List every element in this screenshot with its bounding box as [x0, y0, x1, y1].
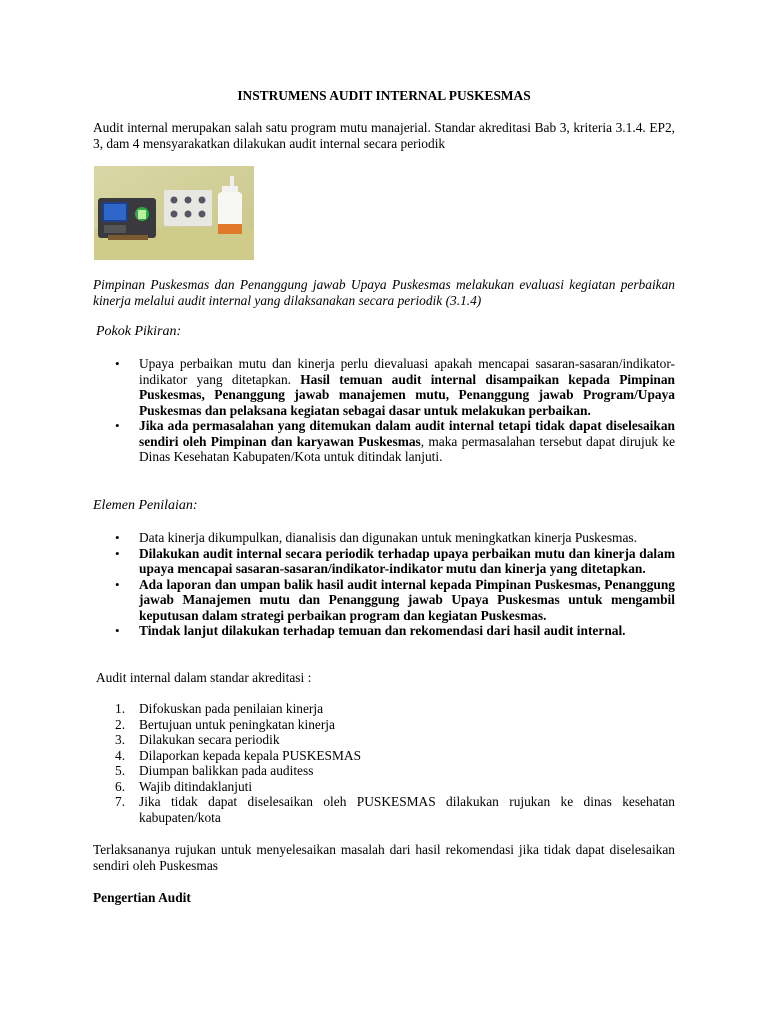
standar-item-text: Bertujuan untuk peningkatan kinerja: [139, 716, 335, 732]
list-item: [93, 577, 675, 624]
intro-paragraph: Audit internal merupakan salah satu program mutu manajerial. Standar akreditasi Bab 3, kriteria 3.1.4. EP2, 3, dam 4 mensyarakatkan dilakukan audit internal secara periodik: [93, 120, 675, 151]
list-item: [93, 779, 675, 795]
elemen-item-4: Tindak lanjut dilakukan terhadap temuan dan rekomendasi dari hasil audit internal.: [139, 623, 626, 638]
standar-item-text: Jika tidak dapat diselesaikan oleh PUSKESMAS dilakukan rujukan ke dinas kesehatan kabupaten/kota: [139, 794, 675, 825]
elemen-item-3: Ada laporan dan umpan balik hasil audit internal kepada Pimpinan Puskesmas, Penanggung jawab Manajemen mutu dan Penanggung jawab Upaya Puskesmas untuk mengambil keputusan dalam strategi perbaikan program dan kegiatan Puskesmas.: [139, 576, 675, 623]
list-number: 2.: [115, 716, 126, 732]
standar-heading: Audit internal dalam standar akreditasi :: [96, 670, 312, 685]
list-item: [93, 732, 675, 748]
standar-item-text: Wajib ditindaklanjuti: [139, 778, 253, 794]
pokok-pikiran-heading: Pokok Pikiran:: [96, 324, 182, 339]
list-item: [93, 546, 675, 577]
list-item: [93, 748, 675, 764]
conclusion-paragraph: Terlaksananya rujukan untuk menyelesaikan masalah dari hasil rekomendasi jika tidak dapat diselesaikan sendiri oleh Puskesmas: [93, 842, 675, 873]
italic-quote: Pimpinan Puskesmas dan Penanggung jawab Upaya Puskesmas melakukan evaluasi kegiatan perbaikan kinerja melalui audit internal yang dilaksanakan secara periodik (3.1.4): [93, 277, 675, 308]
list-number: 3.: [115, 732, 126, 747]
list-item: [93, 763, 675, 779]
pokok-item-2-tail: , maka permasalahan tersebut dapat dirujuk ke Dinas Kesehatan Kabupaten/Kota untuk ditindak lanjuti.: [139, 433, 676, 464]
list-number: 1.: [115, 701, 126, 716]
pokok-item-1-normal: Upaya perbaikan mutu dan kinerja perlu dievaluasi apakah mencapai sasaran-sasaran/indikator-indikator yang ditetapkan.: [139, 356, 675, 387]
pokok-pikiran-list: [93, 356, 675, 465]
elemen-item-1: Data kinerja dikumpulkan, dianalisis dan digunakan untuk meningkatkan kinerja Puskesmas.: [139, 530, 637, 545]
fingerprint-attendance-machine-photo-icon: [94, 166, 254, 260]
standar-item-text: Difokuskan pada penilaian kinerja: [139, 701, 324, 716]
list-item: [93, 717, 675, 733]
list-number: 6.: [115, 778, 126, 794]
list-item: [93, 418, 675, 465]
standar-item-text: Diumpan balikkan pada auditess: [139, 763, 314, 778]
elemen-item-2: Dilakukan audit internal secara periodik terhadap upaya perbaikan mutu dan kinerja dalam upaya mencapai sasaran-sasaran/indikator-indikator mutu dan kinerja yang ditetapkan.: [139, 545, 675, 576]
pokok-item-2-bold: Jika ada permasalahan yang ditemukan dalam audit internal tetapi tidak dapat diselesaikan sendiri oleh Pimpinan dan karyawan Puskesmas: [139, 418, 675, 449]
list-item: [93, 623, 675, 639]
list-item: [93, 701, 675, 717]
elemen-penilaian-list: [93, 530, 675, 639]
pengertian-audit-heading: Pengertian Audit: [93, 890, 191, 905]
list-number: 4.: [115, 747, 126, 763]
standar-item-text: Dilakukan secara periodik: [139, 732, 280, 747]
list-item: [93, 530, 675, 546]
elemen-penilaian-heading: Elemen Penilaian:: [93, 498, 198, 513]
list-number: 5.: [115, 763, 126, 778]
attendance-machine-photo: [94, 166, 254, 260]
standar-list: [93, 701, 675, 825]
pokok-item-1-bold: Hasil temuan audit internal disampaikan kepada Pimpinan Puskesmas, Penanggung jawab manajemen mutu, Penanggung jawab Program/Upaya Puskesmas dan pelaksana kegiatan sebagai dasar untuk melakukan perbaikan.: [139, 371, 676, 418]
standar-item-text: Dilaporkan kepada kepala PUSKESMAS: [139, 747, 362, 763]
document-title: INSTRUMENS AUDIT INTERNAL PUSKESMAS: [237, 88, 531, 103]
list-item: [93, 356, 675, 418]
list-item: [93, 794, 675, 825]
list-number: 7.: [115, 794, 126, 809]
